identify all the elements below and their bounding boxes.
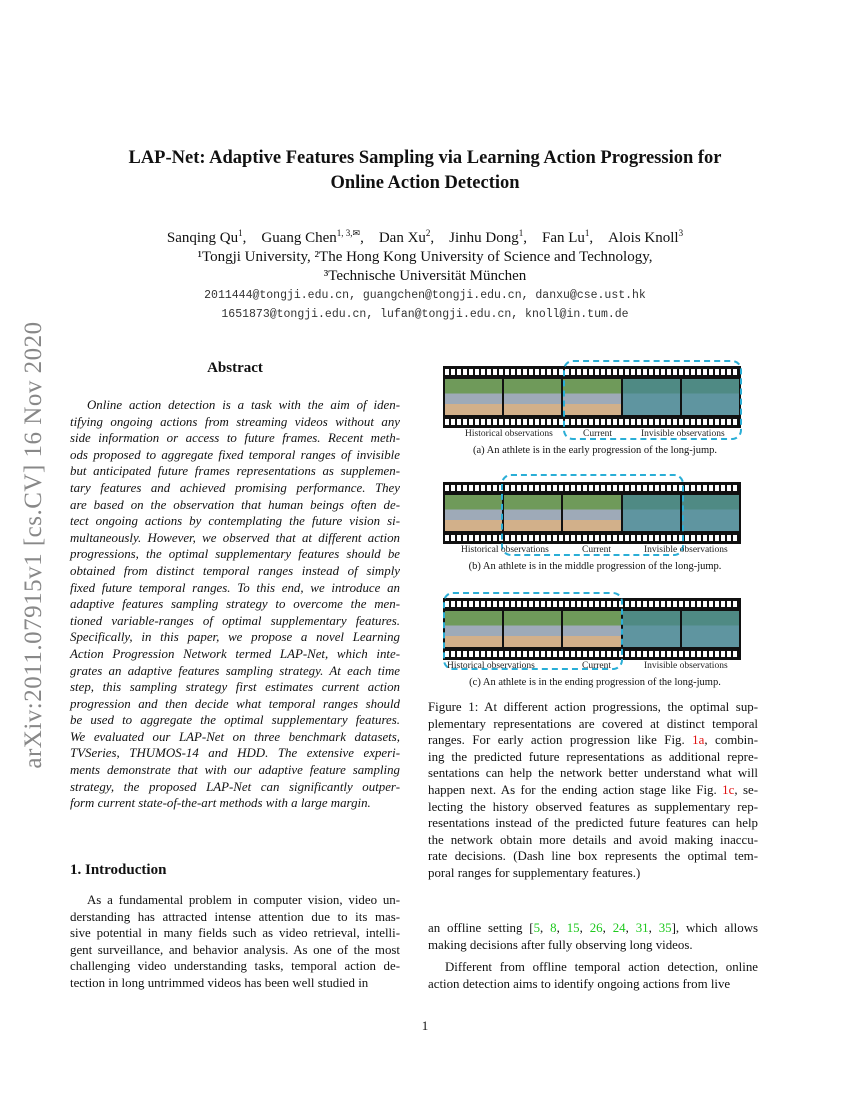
text-line bbox=[70, 958, 400, 975]
text-line bbox=[70, 613, 400, 630]
text-line bbox=[428, 920, 758, 937]
text-span: lecting the history observed features as supplementary rep- bbox=[428, 799, 758, 814]
invisible-label: Invisible observations bbox=[641, 429, 725, 439]
historical-label: Historical observations bbox=[461, 545, 549, 555]
text-line bbox=[70, 546, 400, 563]
author: Jinhu Dong$^1$ bbox=[449, 228, 524, 246]
text-span: form current state-of-the-art methods with a large margin. bbox=[70, 796, 371, 811]
text-span: Online action detection is a task with the aim of iden- bbox=[87, 398, 400, 412]
text-span: ments demonstrate that with our adaptive feature sampling bbox=[70, 763, 400, 778]
text-line bbox=[70, 942, 400, 959]
text-line bbox=[70, 729, 400, 746]
text-line bbox=[428, 732, 758, 749]
text-line bbox=[428, 976, 758, 993]
text-line bbox=[70, 663, 400, 680]
text-line bbox=[70, 414, 400, 431]
author: Guang Chen$^{1, 3,✉}$ bbox=[261, 228, 361, 246]
citation-link[interactable]: 24 bbox=[612, 921, 626, 935]
invisible-label: Invisible observations bbox=[644, 545, 728, 555]
text-span: Different from offline temporal action detection, online bbox=[445, 960, 758, 974]
text-span: resentations instead of the predicted future features can help bbox=[428, 816, 758, 831]
text-span: challenging video understanding tasks, temporal action de- bbox=[70, 959, 400, 974]
intro-heading: 1. Introduction bbox=[70, 862, 167, 878]
text-span: side information or access to future frames. Recent meth- bbox=[70, 431, 400, 446]
text-span: multaneously. However, we observed that at different action bbox=[70, 530, 400, 545]
text-line bbox=[70, 646, 400, 663]
text-span: are based on the observation that human beings often de- bbox=[70, 497, 400, 512]
text-span: TVSeries, THUMOS-14 and HDD. The extensive experi- bbox=[70, 746, 400, 761]
text-span: , bbox=[602, 921, 613, 935]
text-span: tection in long untrimmed videos has been well studied in bbox=[70, 975, 369, 990]
figure-caption bbox=[428, 699, 758, 882]
text-line bbox=[428, 865, 758, 882]
author: Fan Lu$^1$ bbox=[542, 228, 590, 246]
text-line bbox=[70, 563, 400, 580]
text-line bbox=[428, 716, 758, 733]
text-line bbox=[428, 848, 758, 865]
text-span: tect ongoing actions by contemplating the future vision si- bbox=[70, 514, 400, 529]
text-line bbox=[428, 765, 758, 782]
text-span: sentations can help the network better understand what will bbox=[428, 766, 758, 781]
video-frame bbox=[682, 611, 739, 647]
text-span: , combin- bbox=[704, 733, 758, 748]
text-span: , bbox=[556, 921, 567, 935]
text-line bbox=[70, 909, 400, 926]
citation-link[interactable]: 35 bbox=[658, 921, 672, 935]
text-span: ods proposed to aggregate fixed temporal ranges of invisible bbox=[70, 447, 400, 462]
title-line: LAP-Net: Adaptive Features Sampling via Learning Action Progression for bbox=[128, 148, 722, 168]
text-span: action detection aims to identify ongoing actions from live bbox=[428, 976, 731, 991]
arxiv-identifier: arXiv:2011.07915v1 [cs.CV] 16 Nov 2020 bbox=[20, 321, 47, 769]
affiliation: ¹Tongji University, ²The Hong Kong University of Science and Technology, bbox=[197, 249, 653, 265]
text-span: ], which allows bbox=[671, 921, 759, 935]
text-span: progressions, the optimal supplementary features should be bbox=[70, 547, 400, 562]
optimal-range-box bbox=[501, 474, 684, 556]
text-line bbox=[70, 712, 400, 729]
page-number: 1 bbox=[421, 1018, 429, 1033]
historical-label: Historical observations bbox=[465, 429, 553, 439]
current-label: Current bbox=[582, 545, 612, 555]
paper-title bbox=[60, 146, 790, 196]
text-span: poral ranges for supplementary features.) bbox=[428, 865, 641, 880]
text-span: making decisions after fully observing long videos. bbox=[428, 937, 693, 952]
text-line bbox=[70, 463, 400, 480]
text-line bbox=[70, 779, 400, 796]
author-block bbox=[60, 224, 790, 286]
text-span: , bbox=[648, 921, 659, 935]
text-span: ing the predicted future representations as additional repre- bbox=[428, 749, 758, 764]
text-span: step, this sampling strategy first estimates current action bbox=[70, 680, 400, 695]
current-label: Current bbox=[583, 429, 613, 439]
text-line bbox=[70, 447, 400, 464]
text-line bbox=[70, 480, 400, 497]
text-line bbox=[70, 679, 400, 696]
text-line bbox=[70, 430, 400, 447]
paragraph bbox=[428, 959, 758, 992]
text-span: We evaluated our LAP-Net on three benchmark datasets, bbox=[70, 729, 400, 744]
text-span: tary features and achieved promising performance. They bbox=[70, 480, 400, 495]
text-span: adaptive features sampling strategy to overcome the men- bbox=[70, 597, 400, 612]
text-span: progression and then decide what temporal ranges should bbox=[70, 696, 400, 711]
text-span: strategy, the proposed LAP-Net can significantly outper- bbox=[70, 779, 400, 794]
text-line bbox=[428, 959, 758, 976]
text-span: , bbox=[579, 921, 590, 935]
invisible-label: Invisible observations bbox=[644, 661, 728, 671]
text-span: derstanding has attracted intense attention due to its mas- bbox=[70, 909, 400, 924]
text-span: , se- bbox=[734, 782, 758, 797]
optimal-range-box bbox=[443, 592, 623, 670]
title-line: Online Action Detection bbox=[330, 173, 520, 193]
subfigure-caption: (b) An athlete is in the middle progression of the long-jump. bbox=[468, 561, 722, 572]
text-line bbox=[428, 937, 758, 954]
text-span: , bbox=[540, 921, 551, 935]
text-span: Specifically, in this paper, we propose a novel Learning bbox=[70, 630, 400, 645]
video-frame bbox=[445, 495, 502, 531]
figure-ref-link[interactable]: 1a bbox=[692, 733, 705, 748]
text-line bbox=[70, 696, 400, 713]
paragraph bbox=[428, 920, 758, 953]
text-span: be used to aggregate the optimal supplementary features. bbox=[70, 713, 400, 728]
text-span: ranges. For early action progression like Fig. bbox=[428, 733, 693, 748]
citation-link[interactable]: 26 bbox=[589, 921, 603, 935]
text-line bbox=[70, 892, 400, 909]
text-line bbox=[70, 513, 400, 530]
author-list: Sanqing Qu$^1$, Guang Chen$^{1, 3,✉}$, Dan Xu$^2$, Jinhu Dong$^1$, Fan Lu$^1$, Alois Knoll$^3$ bbox=[166, 228, 684, 246]
subfigure-caption: (a) An athlete is in the early progression of the long-jump. bbox=[472, 445, 718, 456]
author: Dan Xu$^2$ bbox=[378, 228, 431, 246]
text-span: but anticipated future frames representations as supplemen- bbox=[70, 464, 400, 479]
current-label: Current bbox=[582, 661, 612, 671]
text-span: plementary representations are covered at distinct temporal bbox=[428, 716, 758, 731]
emails bbox=[60, 286, 790, 324]
author: Sanqing Qu$^1$ bbox=[166, 228, 243, 246]
text-span: gent surveillance, and behavior analysis. As one of the most bbox=[70, 942, 400, 957]
text-line bbox=[70, 925, 400, 942]
text-line bbox=[70, 795, 400, 812]
text-span: the network obtain more details and avoid making inaccu- bbox=[428, 832, 758, 847]
text-line bbox=[428, 799, 758, 816]
text-line bbox=[70, 497, 400, 514]
citation-link[interactable]: 31 bbox=[635, 921, 649, 935]
text-line bbox=[428, 782, 758, 799]
intro-body bbox=[70, 892, 400, 992]
abstract-heading: Abstract bbox=[207, 360, 263, 376]
author: Alois Knoll$^3$ bbox=[608, 228, 684, 246]
email-line: 1651873@tongji.edu.cn, lufan@tongji.edu.cn, knoll@in.tum.de bbox=[221, 308, 629, 321]
text-line bbox=[428, 815, 758, 832]
text-span: grates an adaptive features sampling strategy. At each time bbox=[70, 663, 400, 678]
citation-link[interactable]: 5 bbox=[533, 921, 541, 935]
video-frame bbox=[623, 611, 680, 647]
figure-ref-link[interactable]: 1c bbox=[722, 782, 735, 797]
video-frame bbox=[504, 379, 561, 415]
text-span: an offline setting [ bbox=[428, 921, 534, 935]
text-span: Figure 1: At different action progressions, the optimal sup- bbox=[428, 700, 758, 714]
text-line bbox=[428, 699, 758, 716]
citation-link[interactable]: 15 bbox=[566, 921, 580, 935]
text-span: , bbox=[625, 921, 636, 935]
text-span: obtained from distinct temporal ranges instead of simply bbox=[70, 563, 400, 578]
text-line bbox=[70, 580, 400, 597]
text-span: happen next. As for the ending action stage like Fig. bbox=[428, 782, 723, 797]
text-line bbox=[428, 832, 758, 849]
abstract-body bbox=[70, 397, 400, 812]
citation-link[interactable]: 8 bbox=[550, 921, 557, 935]
text-line bbox=[70, 762, 400, 779]
video-frame bbox=[445, 379, 502, 415]
optimal-range-box bbox=[563, 360, 742, 440]
text-span: tioned variable-ranges of optimal supplementary features. bbox=[70, 613, 400, 628]
text-line bbox=[428, 749, 758, 766]
text-span: tifying ongoing actions from streaming videos without any bbox=[70, 414, 400, 429]
text-line bbox=[70, 745, 400, 762]
historical-label: Historical observations bbox=[447, 661, 535, 671]
text-line bbox=[70, 596, 400, 613]
text-line bbox=[70, 530, 400, 547]
text-span: As a fundamental problem in computer vision, video un- bbox=[87, 893, 400, 907]
subfigure-caption: (c) An athlete is in the ending progression of the long-jump. bbox=[469, 677, 721, 688]
text-span: fixed future temporal ranges. To this end, we introduce an bbox=[70, 580, 400, 595]
text-line bbox=[70, 629, 400, 646]
video-frame bbox=[682, 495, 739, 531]
text-line bbox=[70, 975, 400, 992]
email-line: 2011444@tongji.edu.cn, guangchen@tongji.edu.cn, danxu@cse.ust.hk bbox=[204, 289, 646, 302]
affiliation: ³Technische Universität München bbox=[323, 268, 527, 284]
text-span: sive potential in many fields such as video retrieval, intelli- bbox=[70, 926, 400, 941]
text-line bbox=[70, 397, 400, 414]
text-span: rate decisions. (Dash line box represents the optimal tem- bbox=[428, 849, 758, 864]
text-span: Action Progression Network termed LAP-Net, which inte- bbox=[70, 646, 400, 661]
